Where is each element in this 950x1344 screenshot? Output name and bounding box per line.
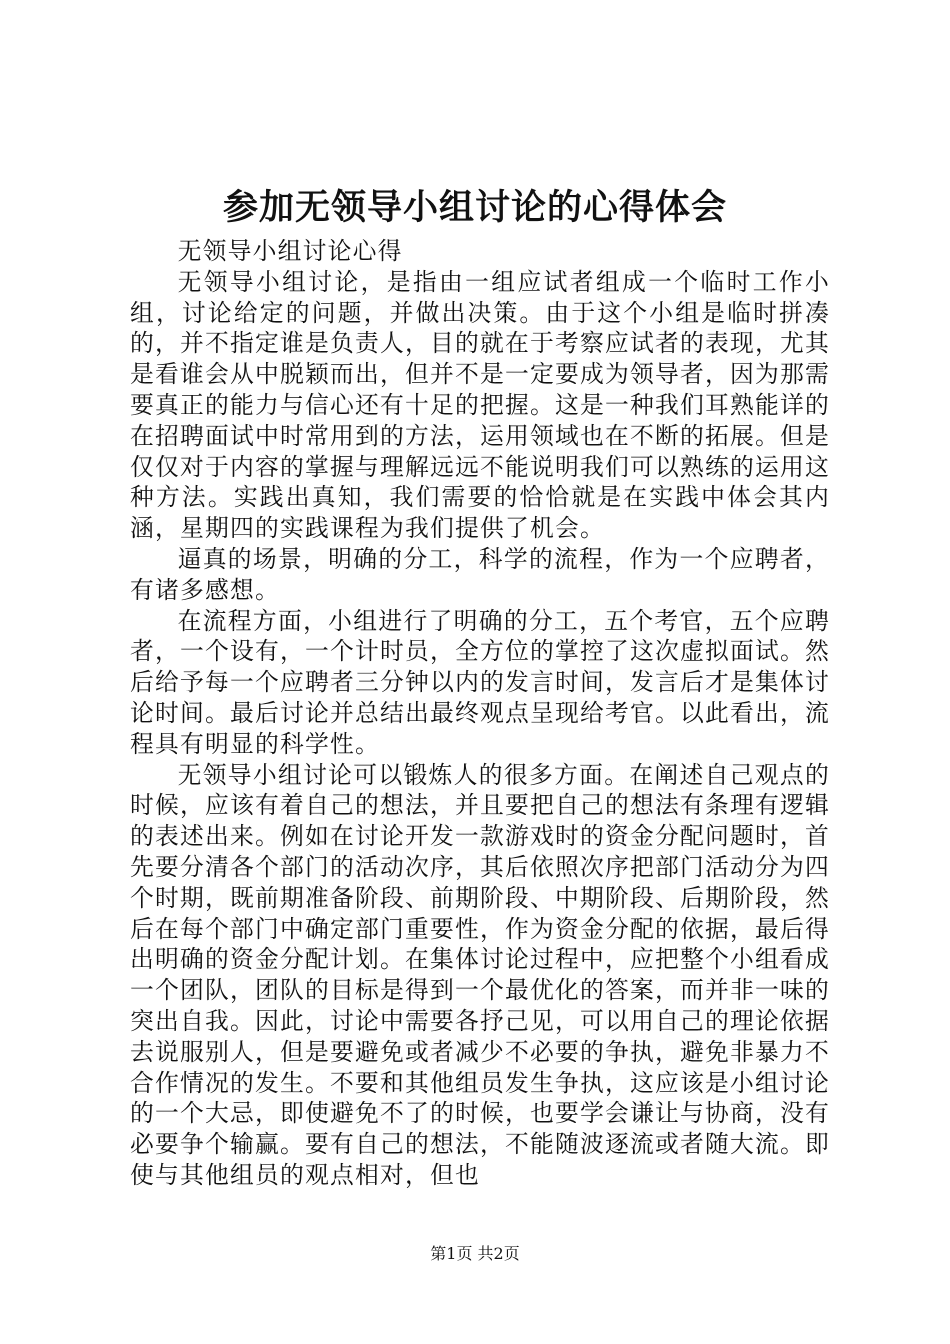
page-footer: 第1页 共2页 bbox=[430, 1244, 520, 1263]
body-paragraph: 无领导小组讨论，是指由一组应试者组成一个临时工作小组，讨论给定的问题，并做出决策。由于这个小组是临时拼凑的，并不指定谁是负责人，目的就在于考察应试者的表现，尤其是看谁会从中脱颖而出，但并不是一定要成为领导者，因为那需要真正的能力与信心还有十足的把握。这是一种我们耳熟能详的在招聘面试中时常用到的方法，运用领域也在不断的拓展。但是仅仅对于内容的掌握与理解远远不能说明我们可以熟练的运用这种方法。实践出真知，我们需要的恰恰就是在实践中体会其内涵，星期四的实践课程为我们提供了机会。 bbox=[130, 267, 830, 543]
page-title: 参加无领导小组讨论的心得体会 bbox=[222, 187, 727, 228]
body-paragraph: 逼真的场景，明确的分工，科学的流程，作为一个应聘者，有诸多感想。 bbox=[130, 544, 830, 604]
body-paragraph: 在流程方面，小组进行了明确的分工，五个考官，五个应聘者，一个设有，一个计时员，全方位的掌控了这次虚拟面试。然后给予每一个应聘者三分钟以内的发言时间，发言后才是集体讨论时间。最后讨论并总结出最终观点呈现给考官。以此看出，流程具有明显的科学性。 bbox=[130, 606, 830, 758]
subtitle-paragraph: 无领导小组讨论心得 bbox=[177, 237, 403, 265]
body-paragraph: 无领导小组讨论可以锻炼人的很多方面。在阐述自己观点的时候，应该有着自己的想法，并且要把自己的想法有条理有逻辑的表述出来。例如在讨论开发一款游戏时的资金分配问题时，首先要分清各个部门的活动次序，其后依照次序把部门活动分为四个时期，既前期准备阶段、前期阶段、中期阶段、后期阶段，然后在每个部门中确定部门重要性，作为资金分配的依据，最后得出明确的资金分配计划。在集体讨论过程中，应把整个小组看成一个团队，团队的目标是得到一个最优化的答案，而并非一味的突出自我。因此，讨论中需要各抒己见，可以用自己的理论依据去说服别人，但是要避免或者减少不必要的争执，避免非暴力不合作情况的发生。不要和其他组员发生争执，这应该是小组讨论的一个大忌，即使避免不了的时候，也要学会谦让与协商，没有必要争个输赢。要有自己的想法，不能随波逐流或者随大流。即使与其他组员的观点相对，但也 bbox=[130, 760, 830, 1189]
document-body bbox=[130, 236, 830, 1191]
